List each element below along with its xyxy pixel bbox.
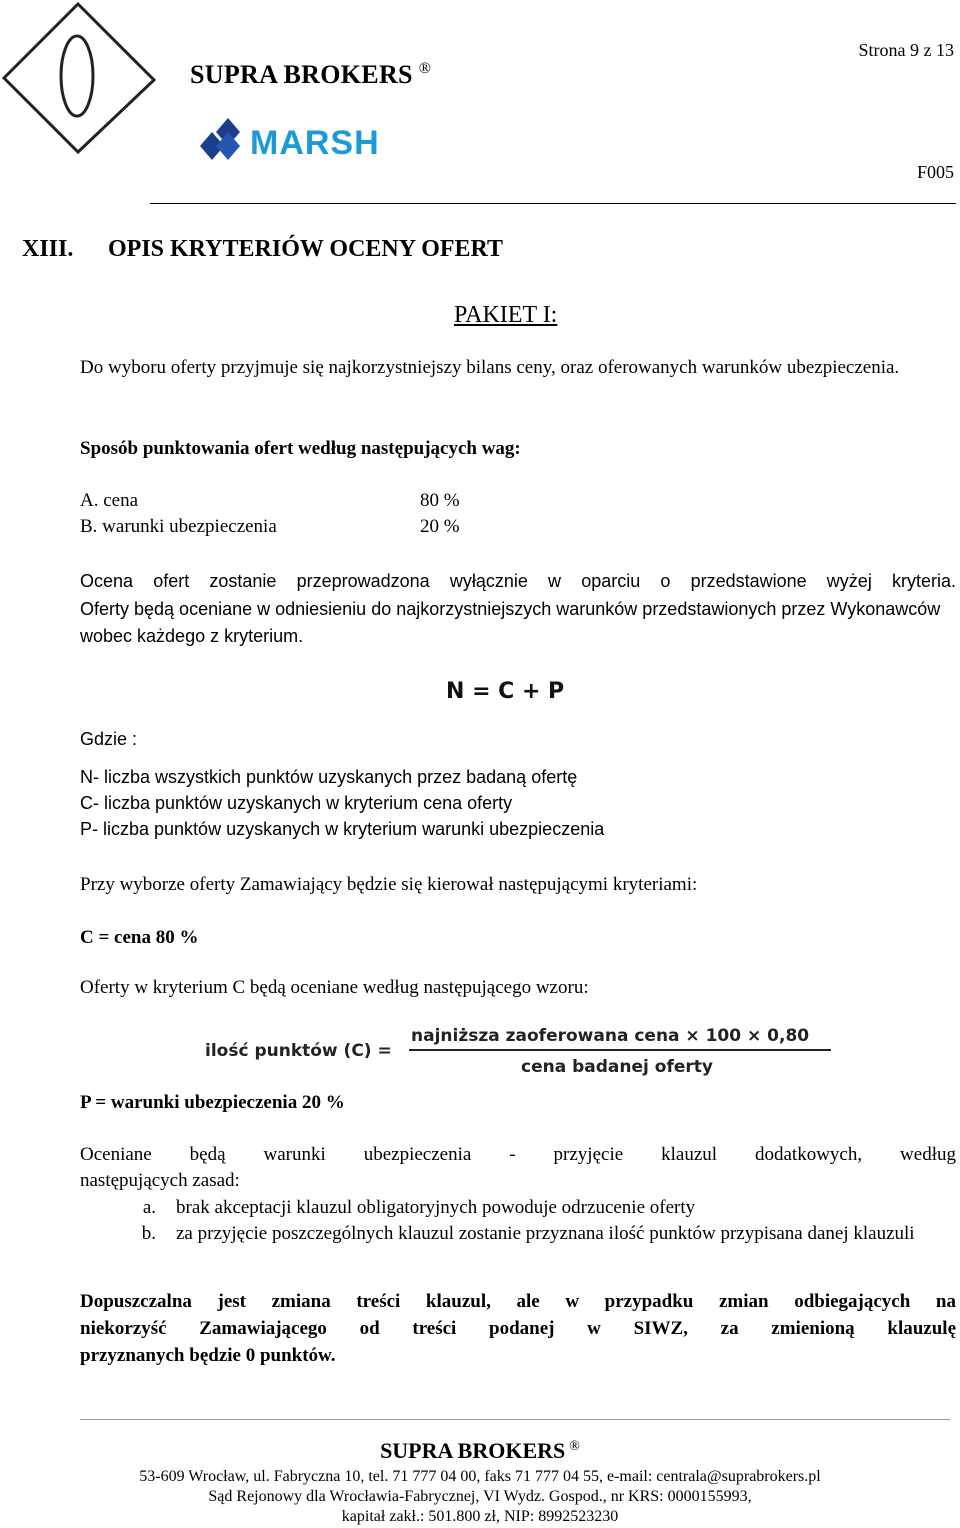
definitions-list <box>80 764 956 842</box>
page-number: Strona 9 z 13 <box>858 40 954 60</box>
header-divider <box>150 203 956 204</box>
footer-divider <box>80 1419 950 1420</box>
formula-denominator: cena badanej oferty <box>521 1057 713 1077</box>
main-formula-text: N = C + P <box>446 679 565 704</box>
c-description: Oferty w kryterium C będą oceniane według następującego wzoru: <box>80 977 589 998</box>
p-description-line2: następujących zasad: <box>80 1170 240 1191</box>
rule-item: a. brak akceptacji klauzul obligatoryjnych powoduje odrzucenie oferty <box>142 1197 696 1218</box>
evaluation-paragraph-2: Oferty będą oceniane w odniesieniu do najkorzystniejszych warunków przedstawionych przez Wykonawców wobec każdego z kryterium. <box>80 599 941 646</box>
supra-diamond-logo <box>0 0 160 160</box>
footer-court: Sąd Rejonowy dla Wrocławia-Fabrycznej, VI Wydz. Gospod., nr KRS: 0000155993, <box>208 1488 752 1505</box>
footer-brand: SUPRA BROKERS ® <box>380 1438 580 1463</box>
footer-address: 53-609 Wrocław, ul. Fabryczna 10, tel. 71 777 04 00, faks 71 777 04 55, e-mail: centrala@suprabrokers.pl <box>139 1468 821 1485</box>
footer-capital: kapitał zakł.: 501.800 zł, NIP: 8992523230 <box>341 1508 619 1525</box>
weight-row: A. cena 80 % <box>80 490 460 511</box>
p-heading: P = warunki ubezpieczenia 20 % <box>80 1092 345 1113</box>
header-brand: SUPRA BROKERS ® <box>190 60 432 89</box>
marsh-wordmark: MARSH <box>250 124 380 162</box>
section-title: OPIS KRYTERIÓW OCENY OFERT <box>108 236 504 262</box>
weights-heading: Sposób punktowania ofert według następujących wag: <box>80 438 521 459</box>
rule-item: b. za przyjęcie poszczególnych klauzul zostanie przyznana ilość punktów przypisana danej klauzuli <box>141 1223 915 1244</box>
definition-item: N- liczba wszystkich punktów uzyskanych przez badaną ofertę <box>80 767 578 787</box>
formula-numerator: najniższa zaoferowana cena × 100 × 0,80 <box>411 1026 810 1046</box>
main-formula <box>444 674 604 704</box>
note-line2: niekorzyść Zamawiającego od treści podanej w SIWZ, za zmienioną klauzulę <box>80 1318 956 1339</box>
note-line3: przyznanych będzie 0 punktów. <box>80 1345 336 1366</box>
definition-item: P- liczba punktów uzyskanych w kryterium warunki ubezpieczenia <box>80 819 605 839</box>
criteria-intro: Przy wyborze oferty Zamawiający będzie się kierował następującymi kryteriami: <box>80 874 698 895</box>
p-description-line1: Oceniane będą warunki ubezpieczenia - przyjęcie klauzul dodatkowych, według <box>80 1144 956 1165</box>
c-heading: C = cena 80 % <box>80 927 199 948</box>
intro-paragraph: Do wyboru oferty przyjmuje się najkorzystniejszy bilans ceny, oraz oferowanych warunków ubezpieczenia. <box>80 357 900 378</box>
where-label: Gdzie : <box>80 729 138 749</box>
form-code: F005 <box>916 162 954 182</box>
note-line1: Dopuszczalna jest zmiana treści klauzul, ale w przypadku zmian odbiegających na <box>80 1291 956 1312</box>
section-heading <box>22 236 503 263</box>
formula-lhs: ilość punktów (C) = <box>205 1041 392 1061</box>
pakiet-title: PAKIET I: <box>454 302 558 328</box>
evaluation-paragraph-1: Ocena ofert zostanie przeprowadzona wyłącznie w oparciu o przedstawione wyżej kryteria. <box>80 571 956 591</box>
marsh-logo <box>198 118 428 164</box>
weight-row: B. warunki ubezpieczenia 20 % <box>80 516 460 537</box>
section-number: XIII. <box>22 236 74 262</box>
rules-list <box>80 1195 956 1247</box>
definition-item: C- liczba punktów uzyskanych w kryterium cena oferty <box>80 793 513 813</box>
price-formula <box>205 1022 845 1080</box>
